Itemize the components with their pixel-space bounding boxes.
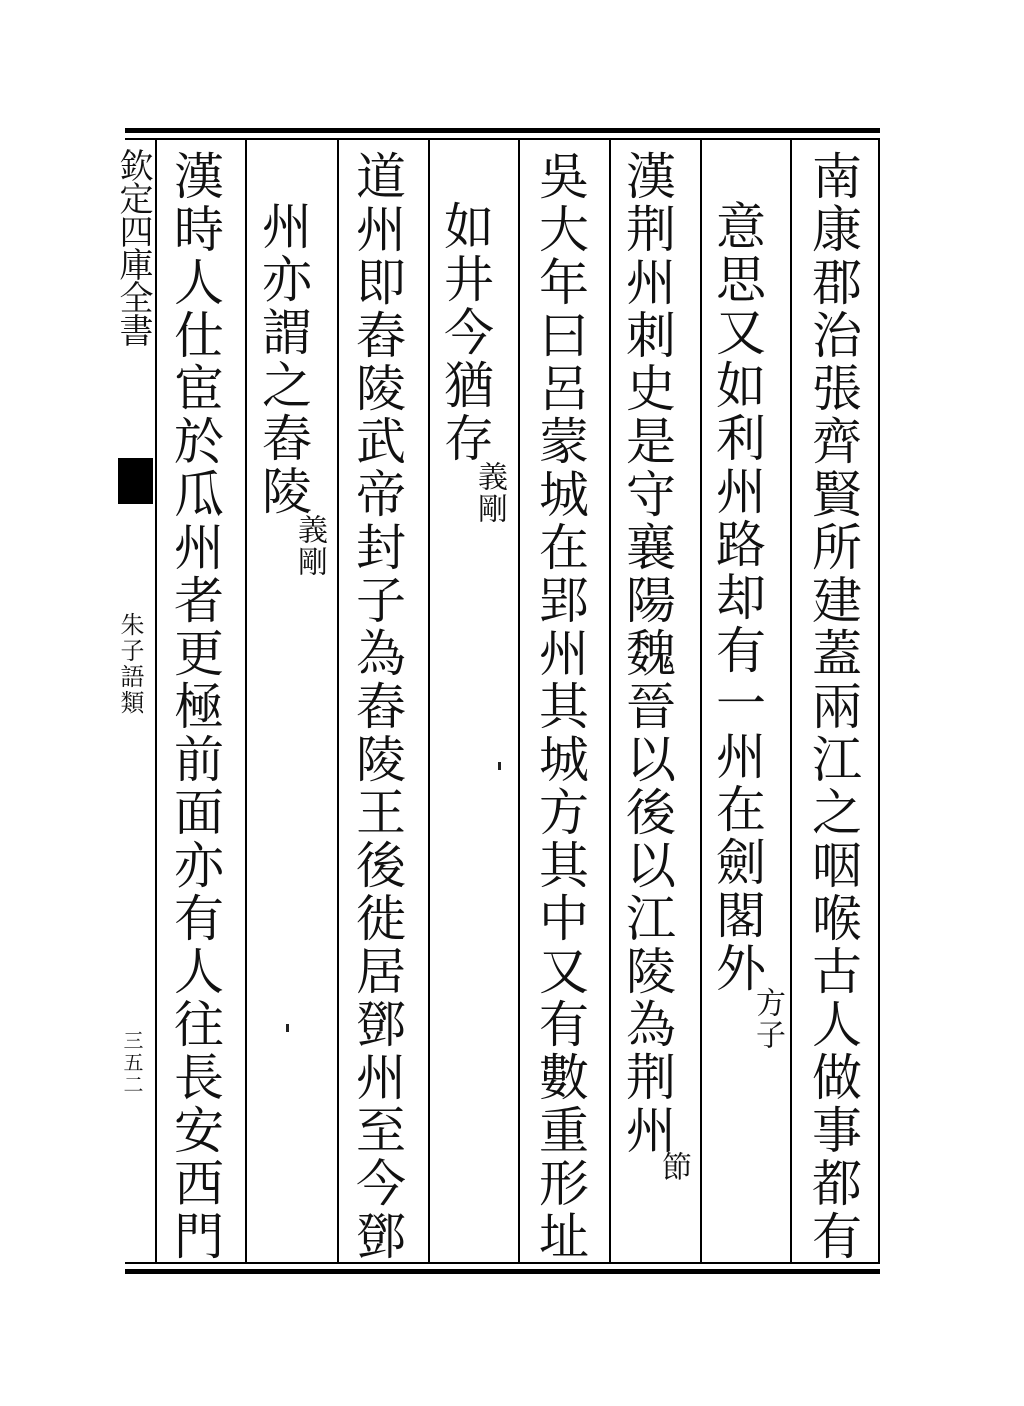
column-divider — [337, 140, 339, 1262]
page-number — [122, 1030, 142, 1096]
text-column — [708, 200, 788, 1051]
fishtail-mark — [118, 458, 153, 504]
text-column — [531, 150, 605, 1263]
column-main-text: 吳大年曰呂蒙城在郢州其城方其中又有數重形址 — [531, 150, 589, 1263]
side-title-text: 欽定四庫全書 — [113, 148, 153, 346]
column-divider — [878, 140, 880, 1262]
column-divider — [155, 140, 157, 1262]
book-title-text: 朱子語類 — [116, 612, 144, 716]
text-column — [804, 150, 874, 1263]
column-main-text: 州亦謂之舂陵 — [254, 200, 312, 518]
text-column — [436, 200, 516, 525]
column-divider — [790, 140, 792, 1262]
text-column — [348, 150, 424, 1263]
column-note-text: 方子 — [750, 987, 785, 1051]
column-divider — [245, 140, 247, 1262]
top-border-thick — [125, 128, 880, 133]
column-divider — [428, 140, 430, 1262]
column-divider — [518, 140, 520, 1262]
column-note-text: 義剛 — [292, 514, 327, 578]
stray-mark — [498, 762, 501, 770]
column-main-text: 漢荆州刺史是守襄陽魏晉以後以江陵為荆州 — [618, 150, 676, 1157]
book-title — [118, 612, 142, 716]
column-main-text: 如井今猶存 — [436, 200, 494, 465]
text-column — [618, 150, 698, 1183]
stray-mark — [286, 1024, 289, 1032]
column-note-text: 義剛 — [472, 461, 507, 525]
column-main-text: 道州即舂陵武帝封子為舂陵王後徙居鄧州至今鄧 — [348, 150, 406, 1263]
text-column — [166, 150, 242, 1263]
side-title — [113, 148, 153, 346]
column-main-text: 意思又如利州路却有一州在劍閣外 — [708, 200, 766, 995]
column-main-text: 南康郡治張齊賢所建蓋兩江之咽喉古人做事都有 — [804, 150, 862, 1263]
column-divider — [609, 140, 611, 1262]
bottom-border-thick — [125, 1269, 880, 1274]
column-divider — [700, 140, 702, 1262]
column-main-text: 漢時人仕宦於瓜州者更極前面亦有人往長安西門 — [166, 150, 224, 1263]
text-column — [254, 200, 336, 578]
column-note-text: 節 — [656, 1151, 691, 1183]
top-border-thin — [125, 138, 880, 140]
page-number-text: 三五二 — [120, 1030, 144, 1096]
